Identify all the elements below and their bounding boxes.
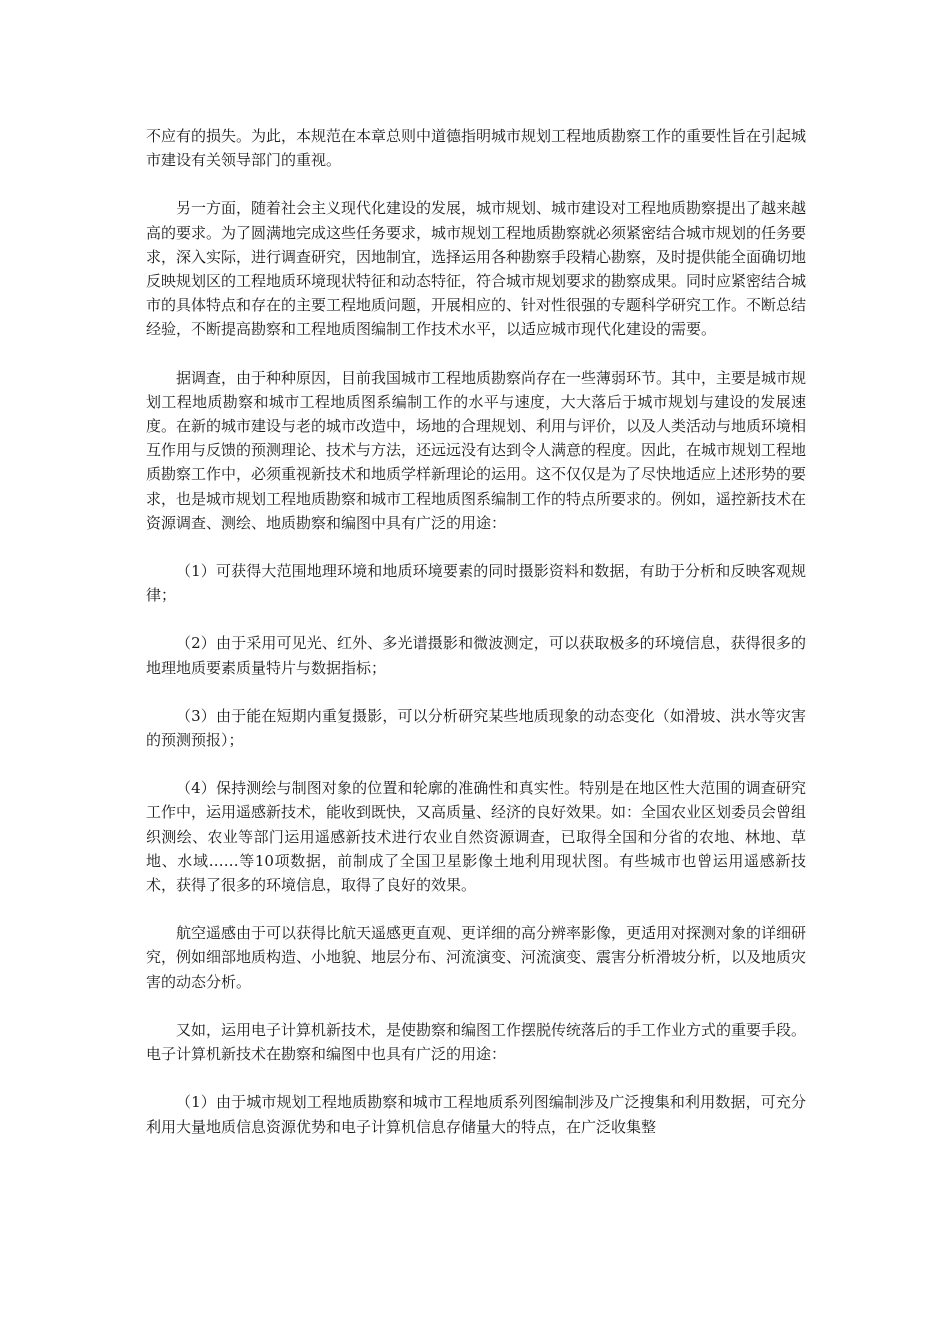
document-page [146,124,806,1163]
paragraph-continuation: 不应有的损失。为此，本规范在本章总则中道德指明城市规划工程地质勘察工作的重要性旨在引起城市建设有关领导部门的重视。 [146,127,807,170]
paragraph-survey-status: 据调查，由于种种原因，目前我国城市工程地质勘察尚存在一些薄弱环节。其中，主要是城市规划工程地质勘察和城市工程地质图系编制工作的水平与速度，大大落后于城市规划与建设的发展速度。在新的城市建设与老的城市改造中，场地的合理规划、利用与评价，以及人类活动与地质环境相互作用与反馈的预测理论、技术与方法，还远远没有达到令人满意的程度。因此，在城市规划工程地质勘察工作中，必须重视新技术和地质学样新理论的运用。这不仅仅是为了尽快地适应上述形势的要求，也是城市规划工程地质勘察和城市工程地质图系编制工作的特点所要求的。例如，遥控新技术在资源调查、测绘、地质勘察和编图中具有广泛的用途： [146,368,807,532]
list-item-remote-sensing-3: （3）由于能在短期内重复摄影，可以分析研究某些地质现象的动态变化（如滑坡、洪水等灾害的预测预报）； [146,706,806,750]
paragraph-computer-technology: 又如，运用电子计算机新技术，是使勘察和编图工作摆脱传统落后的手工作业方式的重要手段。电子计算机新技术在勘察和编图中也具有广泛的用途： [146,1020,807,1064]
list-item-computer-1: （1）由于城市规划工程地质勘察和城市工程地质系列图编制涉及广泛搜集和利用数据，可充分利用大量地质信息资源优势和电子计算机信息存储量大的特点，在广泛收集整 [146,1093,806,1136]
paragraph-requirements: 另一方面，随着社会主义现代化建设的发展，城市规划、城市建设对工程地质勘察提出了越来越高的要求。为了圆满地完成这些任务要求，城市规划工程地质勘察就必须紧密结合城市规划的任务要求，深入实际，进行调查研究，因地制宜，选择运用各种勘察手段精心勘察，及时提供能全面确切地反映规划区的工程地质环境现状特征和动态特征，符合城市规划要求的勘察成果。同时应紧密结合城市的具体特点和存在的主要工程地质问题，开展相应的、针对性很强的专题科学研究工作。不断总结经验，不断提高勘察和工程地质图编制工作技术水平，以适应城市现代化建设的需要。 [146,199,807,339]
list-item-remote-sensing-2: （2）由于采用可见光、红外、多光谱摄影和微波测定，可以获取极多的环境信息，获得很多的地理地质要素质量特片与数据指标； [146,634,806,677]
list-item-remote-sensing-4: （4）保持测绘与制图对象的位置和轮廓的准确性和真实性。特别是在地区性大范围的调查研究工作中，运用遥感新技术，能收到既快，又高质量、经济的良好效果。如：全国农业区划委员会曾组织测绘、农业等部门运用遥感新技术进行农业自然资源调查，已取得全国和分省的农地、林地、草地、水域……等10项数据，前制成了全国卫星影像土地利用现状图。有些城市也曾运用遥感新技术，获得了很多的环境信息，取得了良好的效果。 [146,779,807,895]
list-item-remote-sensing-1: （1）可获得大范围地理环境和地质环境要素的同时摄影资料和数据，有助于分析和反映客观规律； [146,562,806,605]
paragraph-aerial-remote-sensing: 航空遥感由于可以获得比航天遥感更直观、更详细的高分辨率影像，更适用对探测对象的详细研究，例如细部地质构造、小地貌、地层分布、河流演变、河流演变、震害分析滑坡分析，以及地质灾害的动态分析。 [146,924,807,991]
